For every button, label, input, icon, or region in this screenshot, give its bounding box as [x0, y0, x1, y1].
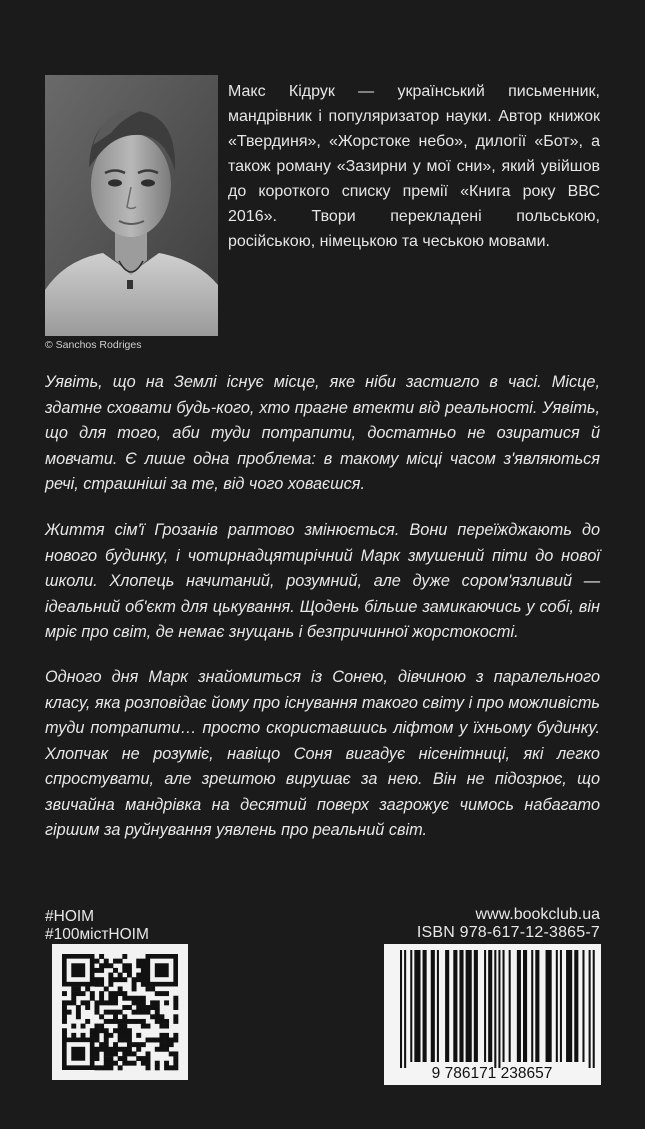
isbn-barcode — [384, 944, 601, 1085]
author-photo — [45, 75, 218, 336]
isbn-number: ISBN 978-617-12-3865-7 — [416, 924, 600, 941]
synopsis-paragraph-2: Життя сім'ї Грозанів раптово змінюється. Вони переїжджають до нового будинку, і чотирнадцятирічний Марк змушений піти до нової школи. Хлопець начитаний, розумний, але дуже сором'язливий — ідеальний об'єкт для цькування. Щодень більше замикаючись у собі, він мріє про світ, де немає знущань і безпричинної жорстокості. — [45, 521, 600, 641]
synopsis-paragraph-1: Уявіть, що на Землі існує місце, яке ніби застигло в часі. Місце, здатне сховати будь-кого, хто прагне втекти від реальності. Уявіть, що для того, аби туди потрапити, достатньо не озиратися й мовчати. Є лише одна проблема: в такому місці часом з'являються речі, страшніші за те, від чого ховаєшся. — [45, 373, 600, 493]
qr-code[interactable] — [52, 944, 188, 1080]
qr-code-icon — [52, 944, 188, 1080]
barcode-icon — [384, 944, 601, 1085]
author-portrait — [45, 75, 218, 336]
photo-credit: © Sanchos Rodriges — [45, 339, 142, 351]
barcode-digits: 9 786171 238657 — [431, 1065, 553, 1082]
synopsis-paragraph-3: Одного дня Марк знайомиться із Сонею, дівчиною з паралельного класу, яка розповідає йому про існування такого світу і про можливість туди потрапити… просто скориставшись ліфтом у їхньому будинку. Хлопчак не розуміє, навіщо Соня вигадує нісенітниці, які легко спростувати, але зрештою вирушає за нею. Він не підозрює, що звичайна мандрівка на десятий поверх загрожує чимось набагато гіршим за руйнування уявлень про реальний світ. — [45, 668, 600, 839]
author-bio: Макс Кідрук — український письменник, мандрівник і популяризатор науки. Автор книжок «Твердиня», «Жорстоке небо», дилогії «Бот», а також роману «Зазирни у мої сни», який увійшов до короткого списку премії «Книга року ВВС 2016». Твори перекладені польською, російською, німецькою та чеською мовами. — [228, 83, 600, 250]
hashtag-100-mist-noim: #100містНОІМ — [45, 926, 149, 943]
hashtag-noim: #НОІМ — [45, 908, 95, 925]
publisher-website[interactable]: www.bookclub.ua — [475, 906, 600, 923]
